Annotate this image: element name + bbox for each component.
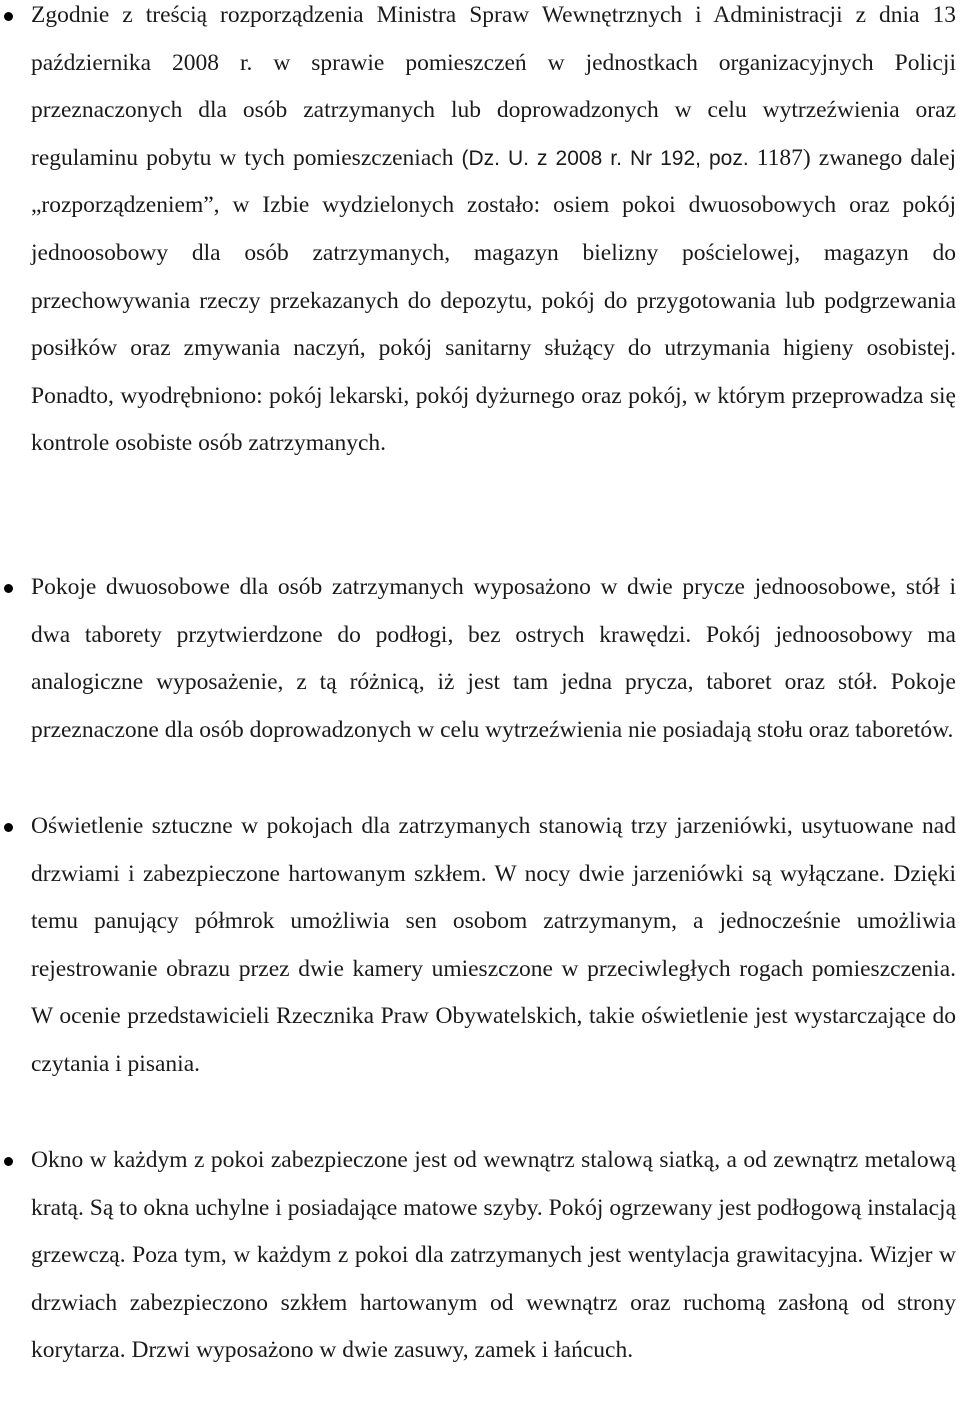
paragraph-text bbox=[31, 0, 956, 468]
paragraph-text-part: 1187) zwanego dalej „rozporządzeniem”, w Izbie wydzielonych zostało: osiem pokoi dwuosobowych oraz pokój jednoosobowy dla osób zatrzymanych, magazyn bielizny pościelowej, magazyn do przechowywania rzeczy przekazanych do depozytu, pokój do przygotowania lub podgrzewania posiłków oraz zmywania naczyń, pokój sanitarny służący do utrzymania higieny osobistej. Ponadto, wyodrębniono: pokój lekarski, pokój dyżurnego oraz pokój, w którym przeprowadza się kontrole osobiste osób zatrzymanych. bbox=[31, 144, 956, 457]
bullet-icon bbox=[4, 12, 13, 21]
legal-citation: (Dz. U. z 2008 r. Nr 192, poz. bbox=[461, 146, 749, 170]
paragraph-text: Okno w każdym z pokoi zabezpieczone jest od wewnątrz stalową siatką, a od zewnątrz metalową kratą. Są to okna uchylne i posiadające matowe szyby. Pokój ogrzewany jest podłogową instalacją grzewczą. Poza tym, w każdym z pokoi dla zatrzymanych jest wentylacja grawitacyjna. Wizjer w drzwiach zabezpieczono szkłem hartowanym od wewnątrz oraz ruchomą zasłoną od strony korytarza. Drzwi wyposażono w dwie zasuwy, zamek i łańcuch. bbox=[31, 1147, 956, 1364]
paragraph-text: Oświetlenie sztuczne w pokojach dla zatrzymanych stanowią trzy jarzeniówki, usytuowane nad drzwiami i zabezpieczone hartowanym szkłem. W nocy dwie jarzeniówki są wyłączane. Dzięki temu panujący półmrok umożliwia sen osobom zatrzymanym, a jednocześnie umożliwia rejestrowanie obrazu przez dwie kamery umieszczone w przeciwległych rogach pomieszczenia. W ocenie przedstawicieli Rzecznika Praw Obywatelskich, takie oświetlenie jest wystarczające do czytania i pisania. bbox=[31, 813, 956, 1077]
paragraph-text-part: Zgodnie z treścią rozporządzenia Ministra Spraw Wewnętrznych i Administracji z dnia 13 października 2008 r. w sprawie pomieszczeń w jednostkach organizacyjnych Policji przeznaczonych dla osób zatrzymanych lub doprowadzonych w celu wytrzeźwienia oraz regulaminu pobytu w tych pomieszczeniach bbox=[31, 2, 956, 171]
paragraph-text: Pokoje dwuosobowe dla osób zatrzymanych wyposażono w dwie prycze jednoosobowe, stół i dwa taborety przytwierdzone do podłogi, bez ostrych krawędzi. Pokój jednoosobowy ma analogiczne wyposażenie, z tą różnicą, iż jest tam jedna prycza, taboret oraz stół. Pokoje przeznaczone dla osób doprowadzonych w celu wytrzeźwienia nie posiadają stołu oraz taboretów. bbox=[31, 574, 956, 743]
bullet-icon bbox=[4, 1157, 13, 1166]
bullet-icon bbox=[4, 584, 13, 593]
bullet-icon bbox=[4, 823, 13, 832]
